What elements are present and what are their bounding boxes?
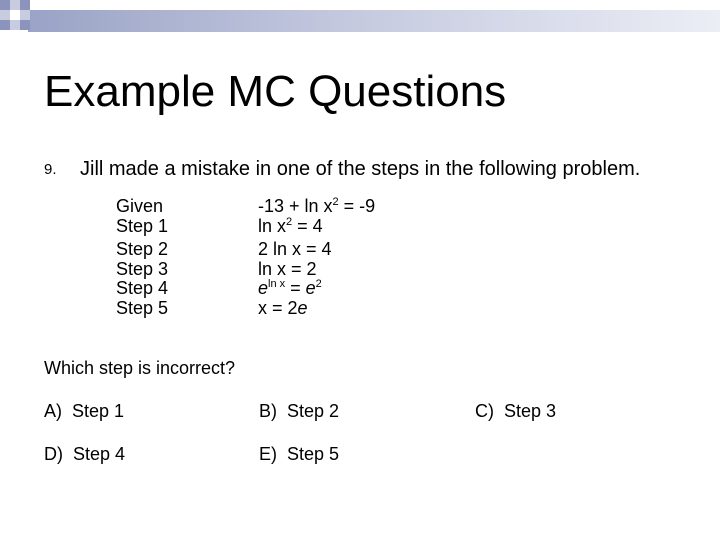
equation-step4: $e^{ln x} = e^2$	[258, 278, 322, 298]
step-label-3: Step 3	[116, 258, 169, 279]
choice-b[interactable]	[259, 399, 339, 423]
choice-c[interactable]	[475, 399, 556, 423]
equation-step1: $\ln x^2 = 4$	[258, 215, 323, 236]
choice-label: Step 1	[72, 401, 125, 421]
question-text: Jill made a mistake in one of the steps in the following problem.	[80, 158, 641, 180]
equation-given: $-13 + \ln x^2 = -9$	[258, 196, 376, 216]
checker-square	[20, 0, 30, 10]
choice-d[interactable]	[44, 442, 125, 466]
decorative-header-bar	[0, 0, 720, 40]
step-label-given: Given	[116, 196, 164, 216]
choice-label: Step 2	[287, 401, 340, 421]
choice-letter: A)	[44, 401, 62, 421]
step-labels	[116, 197, 168, 318]
choice-a[interactable]	[44, 399, 124, 423]
choice-letter: C)	[475, 401, 494, 421]
equation-step2: 2 ln x = 4	[258, 239, 332, 259]
checker-square	[10, 0, 20, 10]
equations	[258, 197, 375, 318]
step-label-1: Step 1	[116, 215, 169, 236]
question-number: 9.	[44, 161, 57, 178]
step-label-2: Step 2	[116, 239, 169, 259]
choice-label: Step 3	[504, 401, 557, 421]
step-label-5: Step 5	[116, 297, 169, 318]
checker-square	[0, 20, 10, 30]
equation-step5: x = 2e	[258, 297, 308, 318]
checker-square	[20, 20, 30, 30]
checker-square	[20, 10, 30, 20]
choice-letter: B)	[259, 401, 277, 421]
choice-letter: E)	[259, 444, 277, 464]
checker-square	[10, 20, 20, 30]
choice-letter: D)	[44, 444, 63, 464]
checker-square	[0, 0, 10, 10]
question-prompt: Which step is incorrect?	[44, 358, 236, 378]
choice-e[interactable]	[259, 442, 339, 466]
equation-step3: ln x = 2	[258, 258, 317, 279]
checker-square	[0, 10, 10, 20]
step-label-4: Step 4	[116, 278, 169, 298]
choice-label: Step 5	[287, 444, 340, 464]
slide-title: Example MC Questions	[44, 67, 507, 116]
header-gradient	[28, 10, 720, 32]
checker-square	[10, 10, 20, 20]
choice-label: Step 4	[73, 444, 126, 464]
